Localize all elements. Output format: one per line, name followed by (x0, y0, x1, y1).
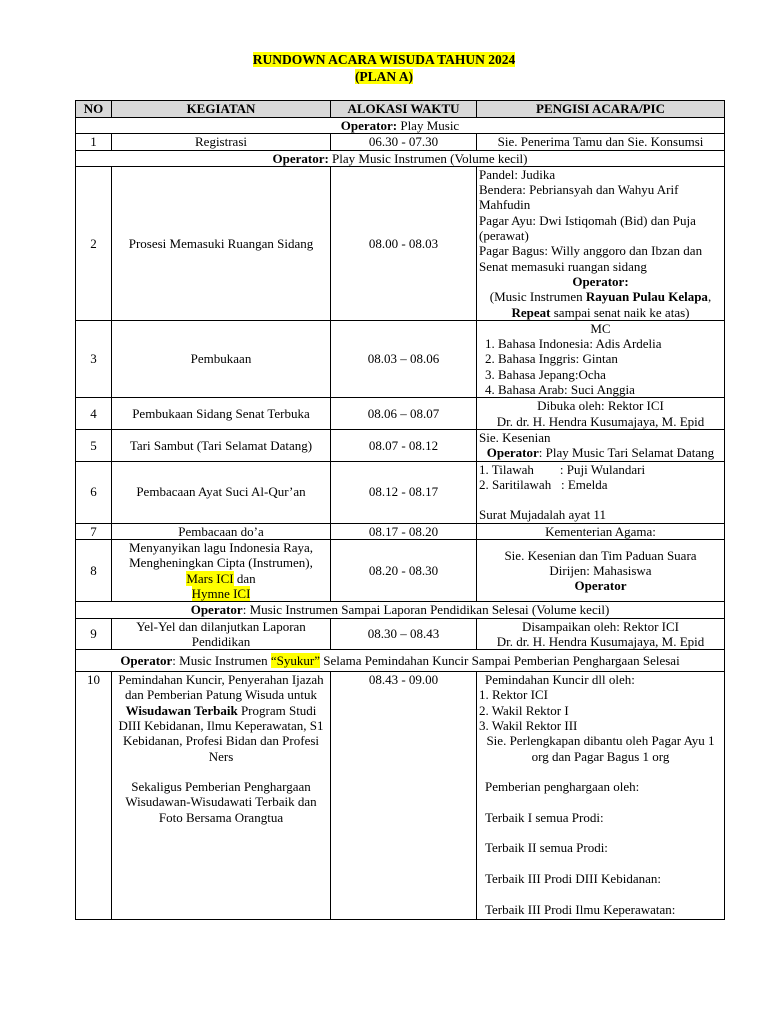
operator-row: Operator: Music Instrumen “Syukur” Selama Pemindahan Kuncir Sampai Pemberian Penghargaan Selesai (76, 650, 725, 672)
header-waktu: ALOKASI WAKTU (331, 101, 477, 118)
header-kegiatan: KEGIATAN (112, 101, 331, 118)
table-row: 2 Prosesi Memasuki Ruangan Sidang 08.00 - 08.03 Pandel: Judika Bendera: Pebriansyah dan Wahyu Arif Mahfudin Pagar Ayu: Dwi Istiqomah (Bid) dan Puja (perawat) Pagar Bagus: Willy anggoro dan Ibzan dan Senat memasuki ruangan sidang Operator: (Music Instrumen Rayuan Pulau Kelapa, Repeat sampai senat naik ke atas) (76, 166, 725, 320)
rundown-table (75, 100, 725, 920)
operator-row: Operator: Play Music (76, 118, 725, 134)
table-row: 1 Registrasi 06.30 - 07.30 Sie. Penerima Tamu dan Sie. Konsumsi (76, 134, 725, 150)
table-row: 5 Tari Sambut (Tari Selamat Datang) 08.07 - 08.12 Sie. Kesenian Operator: Play Music Tari Selamat Datang (76, 429, 725, 461)
operator-row: Operator: Music Instrumen Sampai Laporan Pendidikan Selesai (Volume kecil) (76, 602, 725, 618)
page-title: RUNDOWN ACARA WISUDA TAHUN 2024 (252, 52, 516, 67)
table-row: 10 Pemindahan Kuncir, Penyerahan Ijazah dan Pemberian Patung Wisuda untuk Wisudawan Terbaik Program Studi DIII Kebidanan, Ilmu Keperawatan, S1 Kebidanan, Profesi Bidan dan Profesi Ners Sekaligus Pemberian Penghargaan Wisudawan-Wisudawati Terbaik dan Foto Bersama Orangtua 08.43 - 09.00 Pemindahan Kuncir dll oleh: 1. Rektor ICI 2. Wakil Rektor I 3. Wakil Rektor III Sie. Perlengkapan dibantu oleh Pagar Ayu 1 org dan Pagar Bagus 1 org Pemberian penghargaan oleh: Terbaik I semua Prodi: Terbaik II semua Prodi: Terbaik III Prodi DIII Kebidanan: Terbaik III Prodi Ilmu Keperawatan: (76, 672, 725, 920)
header-no: NO (76, 101, 112, 118)
table-row: 4 Pembukaan Sidang Senat Terbuka 08.06 – 08.07 Dibuka oleh: Rektor ICI Dr. dr. H. Hendra Kusumajaya, M. Epid (76, 398, 725, 430)
table-row: 6 Pembacaan Ayat Suci Al-Qur’an 08.12 - 08.17 1. Tilawah : Puji Wulandari 2. Saritilawah : Emelda Surat Mujadalah ayat 11 (76, 461, 725, 523)
table-row: 9 Yel-Yel dan dilanjutkan Laporan Pendidikan 08.30 – 08.43 Disampaikan oleh: Rektor ICI Dr. dr. H. Hendra Kusumajaya, M. Epid (76, 618, 725, 650)
table-header-row (76, 101, 725, 118)
page-subtitle: (PLAN A) (354, 69, 414, 84)
table-row: 3 Pembukaan 08.03 – 08.06 MC 1. Bahasa Indonesia: Adis Ardelia 2. Bahasa Inggris: Gintan 3. Bahasa Jepang:Ocha 4. Bahasa Arab: Suci Anggia (76, 320, 725, 397)
table-row: 7 Pembacaan do’a 08.17 - 08.20 Kementerian Agama: (76, 523, 725, 539)
table-row: 8 Menyanyikan lagu Indonesia Raya, Mengheningkan Cipta (Instrumen), Mars ICI dan Hymne ICI 08.20 - 08.30 Sie. Kesenian dan Tim Paduan Suara Dirijen: Mahasiswa Operator (76, 540, 725, 602)
operator-row: Operator: Play Music Instrumen (Volume kecil) (76, 150, 725, 166)
header-pic: PENGISI ACARA/PIC (477, 101, 725, 118)
